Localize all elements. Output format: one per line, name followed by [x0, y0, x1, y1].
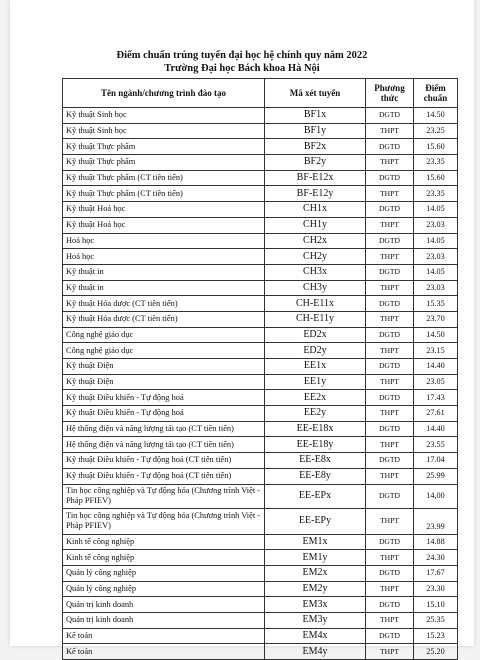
score-cell: 14.05	[414, 233, 458, 249]
table-row	[63, 453, 458, 469]
method-cell: DGTD	[366, 421, 414, 437]
method-cell: DGTD	[366, 484, 414, 508]
method-cell: DGTD	[366, 139, 414, 155]
method-cell: THPT	[366, 217, 414, 233]
score-cell: 23.03	[414, 280, 458, 296]
code-cell: EE-E8x	[265, 453, 366, 469]
code-cell: BF-E12y	[265, 186, 366, 202]
method-cell: DGTD	[366, 453, 414, 469]
score-cell: 14.50	[414, 108, 458, 124]
score-cell: 23.05	[414, 374, 458, 390]
score-cell: 17.67	[414, 565, 458, 581]
table-row	[63, 280, 458, 296]
method-cell: DGTD	[366, 170, 414, 186]
table-row	[63, 249, 458, 265]
program-cell: Công nghệ giáo dục	[63, 327, 265, 343]
method-cell: THPT	[366, 311, 414, 327]
table-row	[63, 170, 458, 186]
score-cell: 25.35	[414, 612, 458, 628]
program-cell: Hoá học	[63, 249, 265, 265]
score-cell: 23.03	[414, 249, 458, 265]
score-cell: 23.15	[414, 343, 458, 359]
method-cell: DGTD	[366, 233, 414, 249]
code-cell: BF1x	[265, 108, 366, 124]
score-cell: 15.60	[414, 170, 458, 186]
table-row	[63, 644, 458, 660]
code-cell: CH3x	[265, 264, 366, 280]
table-row	[63, 406, 458, 422]
program-cell: Kỹ thuật Điện	[63, 359, 265, 375]
program-cell: Kinh tế công nghiệp	[63, 550, 265, 566]
code-cell: ED2y	[265, 343, 366, 359]
code-cell: EE-E18x	[265, 421, 366, 437]
header-code: Mã xét tuyển	[265, 79, 366, 108]
table-row	[63, 343, 458, 359]
method-cell: THPT	[366, 437, 414, 453]
program-cell: Kỹ thuật Hóa dược (CT tiên tiến)	[63, 296, 265, 312]
program-cell: Kỹ thuật Thực phẩm	[63, 139, 265, 155]
program-cell: Kế toán	[63, 628, 265, 644]
table-row	[63, 421, 458, 437]
score-cell: 23.25	[414, 123, 458, 139]
code-cell: BF2y	[265, 155, 366, 171]
program-cell: Quản trị kinh doanh	[63, 597, 265, 613]
score-cell: 27.61	[414, 406, 458, 422]
method-cell: THPT	[366, 406, 414, 422]
table-row	[63, 155, 458, 171]
code-cell: CH-E11y	[265, 311, 366, 327]
table-row	[63, 217, 458, 233]
score-cell: 23.35	[414, 155, 458, 171]
method-cell: DGTD	[366, 597, 414, 613]
table-row	[63, 468, 458, 484]
program-cell: Kỹ thuật Thực phẩm (CT tiên tiến)	[63, 170, 265, 186]
method-cell: THPT	[366, 581, 414, 597]
method-cell: DGTD	[366, 202, 414, 218]
program-cell: Kế toán	[63, 644, 265, 660]
university-name: Trường Đại học Bách khoa Hà Nội	[164, 63, 320, 74]
code-cell: BF2x	[265, 139, 366, 155]
header-program: Tên ngành/chương trình đào tạo	[63, 79, 265, 108]
program-cell: Kỹ thuật Điều khiển - Tự động hoá	[63, 390, 265, 406]
code-cell: EE-EPx	[265, 484, 366, 508]
table-row	[63, 233, 458, 249]
table-row	[63, 311, 458, 327]
program-cell: Kỹ thuật Điều khiển - Tự động hoá (CT tiên tiến)	[63, 453, 265, 469]
code-cell: EM4y	[265, 644, 366, 660]
method-cell: DGTD	[366, 264, 414, 280]
code-cell: EM2y	[265, 581, 366, 597]
table-row	[63, 327, 458, 343]
score-cell: 23.55	[414, 437, 458, 453]
table-row	[63, 508, 458, 534]
score-cell: 25.20	[414, 644, 458, 660]
program-cell: Kỹ thuật Thực phẩm	[63, 155, 265, 171]
code-cell: EE2x	[265, 390, 366, 406]
code-cell: ED2x	[265, 327, 366, 343]
program-cell: Quản lý công nghiệp	[63, 565, 265, 581]
method-cell: THPT	[366, 186, 414, 202]
admission-scores-table	[62, 78, 458, 660]
method-cell: THPT	[366, 343, 414, 359]
code-cell: EM1x	[265, 534, 366, 550]
code-cell: CH-E11x	[265, 296, 366, 312]
score-cell: 14.05	[414, 264, 458, 280]
table-row	[63, 612, 458, 628]
program-cell: Tin học công nghiệp và Tự động hóa (Chương trình Việt - Pháp PFIEV)	[63, 508, 265, 534]
score-cell: 15.23	[414, 628, 458, 644]
table-row	[63, 202, 458, 218]
score-cell: 14.88	[414, 534, 458, 550]
program-cell: Kỹ thuật Điện	[63, 374, 265, 390]
table-row	[63, 550, 458, 566]
code-cell: CH3y	[265, 280, 366, 296]
score-cell: 15.35	[414, 296, 458, 312]
table-header-row	[63, 79, 458, 108]
table-row	[63, 437, 458, 453]
method-cell: DGTD	[366, 628, 414, 644]
code-cell: EE-E8y	[265, 468, 366, 484]
program-cell: Kỹ thuật Điều khiển - Tự động hoá (CT tiên tiến)	[63, 468, 265, 484]
method-cell: THPT	[366, 468, 414, 484]
table-row	[63, 139, 458, 155]
code-cell: EM2x	[265, 565, 366, 581]
document-title: Điểm chuẩn trúng tuyển đại học hệ chính quy năm 2022	[116, 50, 368, 61]
method-cell: THPT	[366, 374, 414, 390]
program-cell: Hệ thống điện và năng lượng tái tạo (CT tiên tiến)	[63, 421, 265, 437]
score-cell: 23.30	[414, 581, 458, 597]
program-cell: Kỹ thuật in	[63, 280, 265, 296]
method-cell: DGTD	[366, 534, 414, 550]
method-cell: THPT	[366, 644, 414, 660]
method-cell: DGTD	[366, 390, 414, 406]
header-score: Điểm chuẩn	[414, 79, 458, 108]
table-row	[63, 628, 458, 644]
method-cell: DGTD	[366, 327, 414, 343]
method-cell: DGTD	[366, 108, 414, 124]
program-cell: Kỹ thuật Sinh học	[63, 108, 265, 124]
table-row	[63, 108, 458, 124]
program-cell: Kinh tế công nghiệp	[63, 534, 265, 550]
score-cell: 14.50	[414, 327, 458, 343]
table-row	[63, 296, 458, 312]
table-row	[63, 565, 458, 581]
score-cell: 23.35	[414, 186, 458, 202]
code-cell: EE2y	[265, 406, 366, 422]
score-cell: 15.10	[414, 597, 458, 613]
score-cell: 14.40	[414, 421, 458, 437]
code-cell: CH1y	[265, 217, 366, 233]
code-cell: EM4x	[265, 628, 366, 644]
table-row	[63, 359, 458, 375]
table-row	[63, 390, 458, 406]
code-cell: BF1y	[265, 123, 366, 139]
program-cell: Hệ thống điện và năng lượng tái tạo (CT tiên tiến)	[63, 437, 265, 453]
score-cell: 23.99	[414, 508, 458, 534]
score-cell: 24.30	[414, 550, 458, 566]
score-cell: 14,00	[414, 484, 458, 508]
program-cell: Công nghệ giáo dục	[63, 343, 265, 359]
program-cell: Kỹ thuật Hoá học	[63, 217, 265, 233]
program-cell: Quản lý công nghiệp	[63, 581, 265, 597]
score-cell: 14.40	[414, 359, 458, 375]
program-cell: Kỹ thuật Sinh học	[63, 123, 265, 139]
code-cell: EE1x	[265, 359, 366, 375]
program-cell: Hoá học	[63, 233, 265, 249]
code-cell: EE-EPy	[265, 508, 366, 534]
program-cell: Kỹ thuật in	[63, 264, 265, 280]
code-cell: BF-E12x	[265, 170, 366, 186]
method-cell: DGTD	[366, 565, 414, 581]
code-cell: CH2y	[265, 249, 366, 265]
table-row	[63, 597, 458, 613]
score-cell: 14.05	[414, 202, 458, 218]
score-cell: 15.60	[414, 139, 458, 155]
score-cell: 25.99	[414, 468, 458, 484]
code-cell: CH2x	[265, 233, 366, 249]
method-cell: THPT	[366, 249, 414, 265]
code-cell: EE1y	[265, 374, 366, 390]
table-row	[63, 123, 458, 139]
table-row	[63, 534, 458, 550]
document-page	[10, 0, 474, 657]
code-cell: EM3x	[265, 597, 366, 613]
table-row	[63, 374, 458, 390]
score-cell: 23.70	[414, 311, 458, 327]
table-row	[63, 484, 458, 508]
program-cell: Kỹ thuật Thực phẩm (CT tiên tiến)	[63, 186, 265, 202]
program-cell: Kỹ thuật Hóa dược (CT tiên tiến)	[63, 311, 265, 327]
method-cell: THPT	[366, 155, 414, 171]
method-cell: DGTD	[366, 296, 414, 312]
method-cell: THPT	[366, 280, 414, 296]
code-cell: EE-E18y	[265, 437, 366, 453]
table-row	[63, 186, 458, 202]
method-cell: THPT	[366, 612, 414, 628]
method-cell: DGTD	[366, 359, 414, 375]
program-cell: Kỹ thuật Điều khiển - Tự động hoá	[63, 406, 265, 422]
program-cell: Kỹ thuật Hoá học	[63, 202, 265, 218]
method-cell: THPT	[366, 508, 414, 534]
score-cell: 17.04	[414, 453, 458, 469]
score-cell: 17.43	[414, 390, 458, 406]
code-cell: EM3y	[265, 612, 366, 628]
method-cell: THPT	[366, 550, 414, 566]
code-cell: EM1y	[265, 550, 366, 566]
header-method: Phương thức	[366, 79, 414, 108]
table-row	[63, 264, 458, 280]
score-cell: 23.03	[414, 217, 458, 233]
method-cell: THPT	[366, 123, 414, 139]
table-row	[63, 581, 458, 597]
table-body	[63, 108, 458, 660]
program-cell: Tin học công nghiệp và Tự động hóa (Chương trình Việt - Pháp PFIEV)	[63, 484, 265, 508]
code-cell: CH1x	[265, 202, 366, 218]
program-cell: Quản trị kinh doanh	[63, 612, 265, 628]
